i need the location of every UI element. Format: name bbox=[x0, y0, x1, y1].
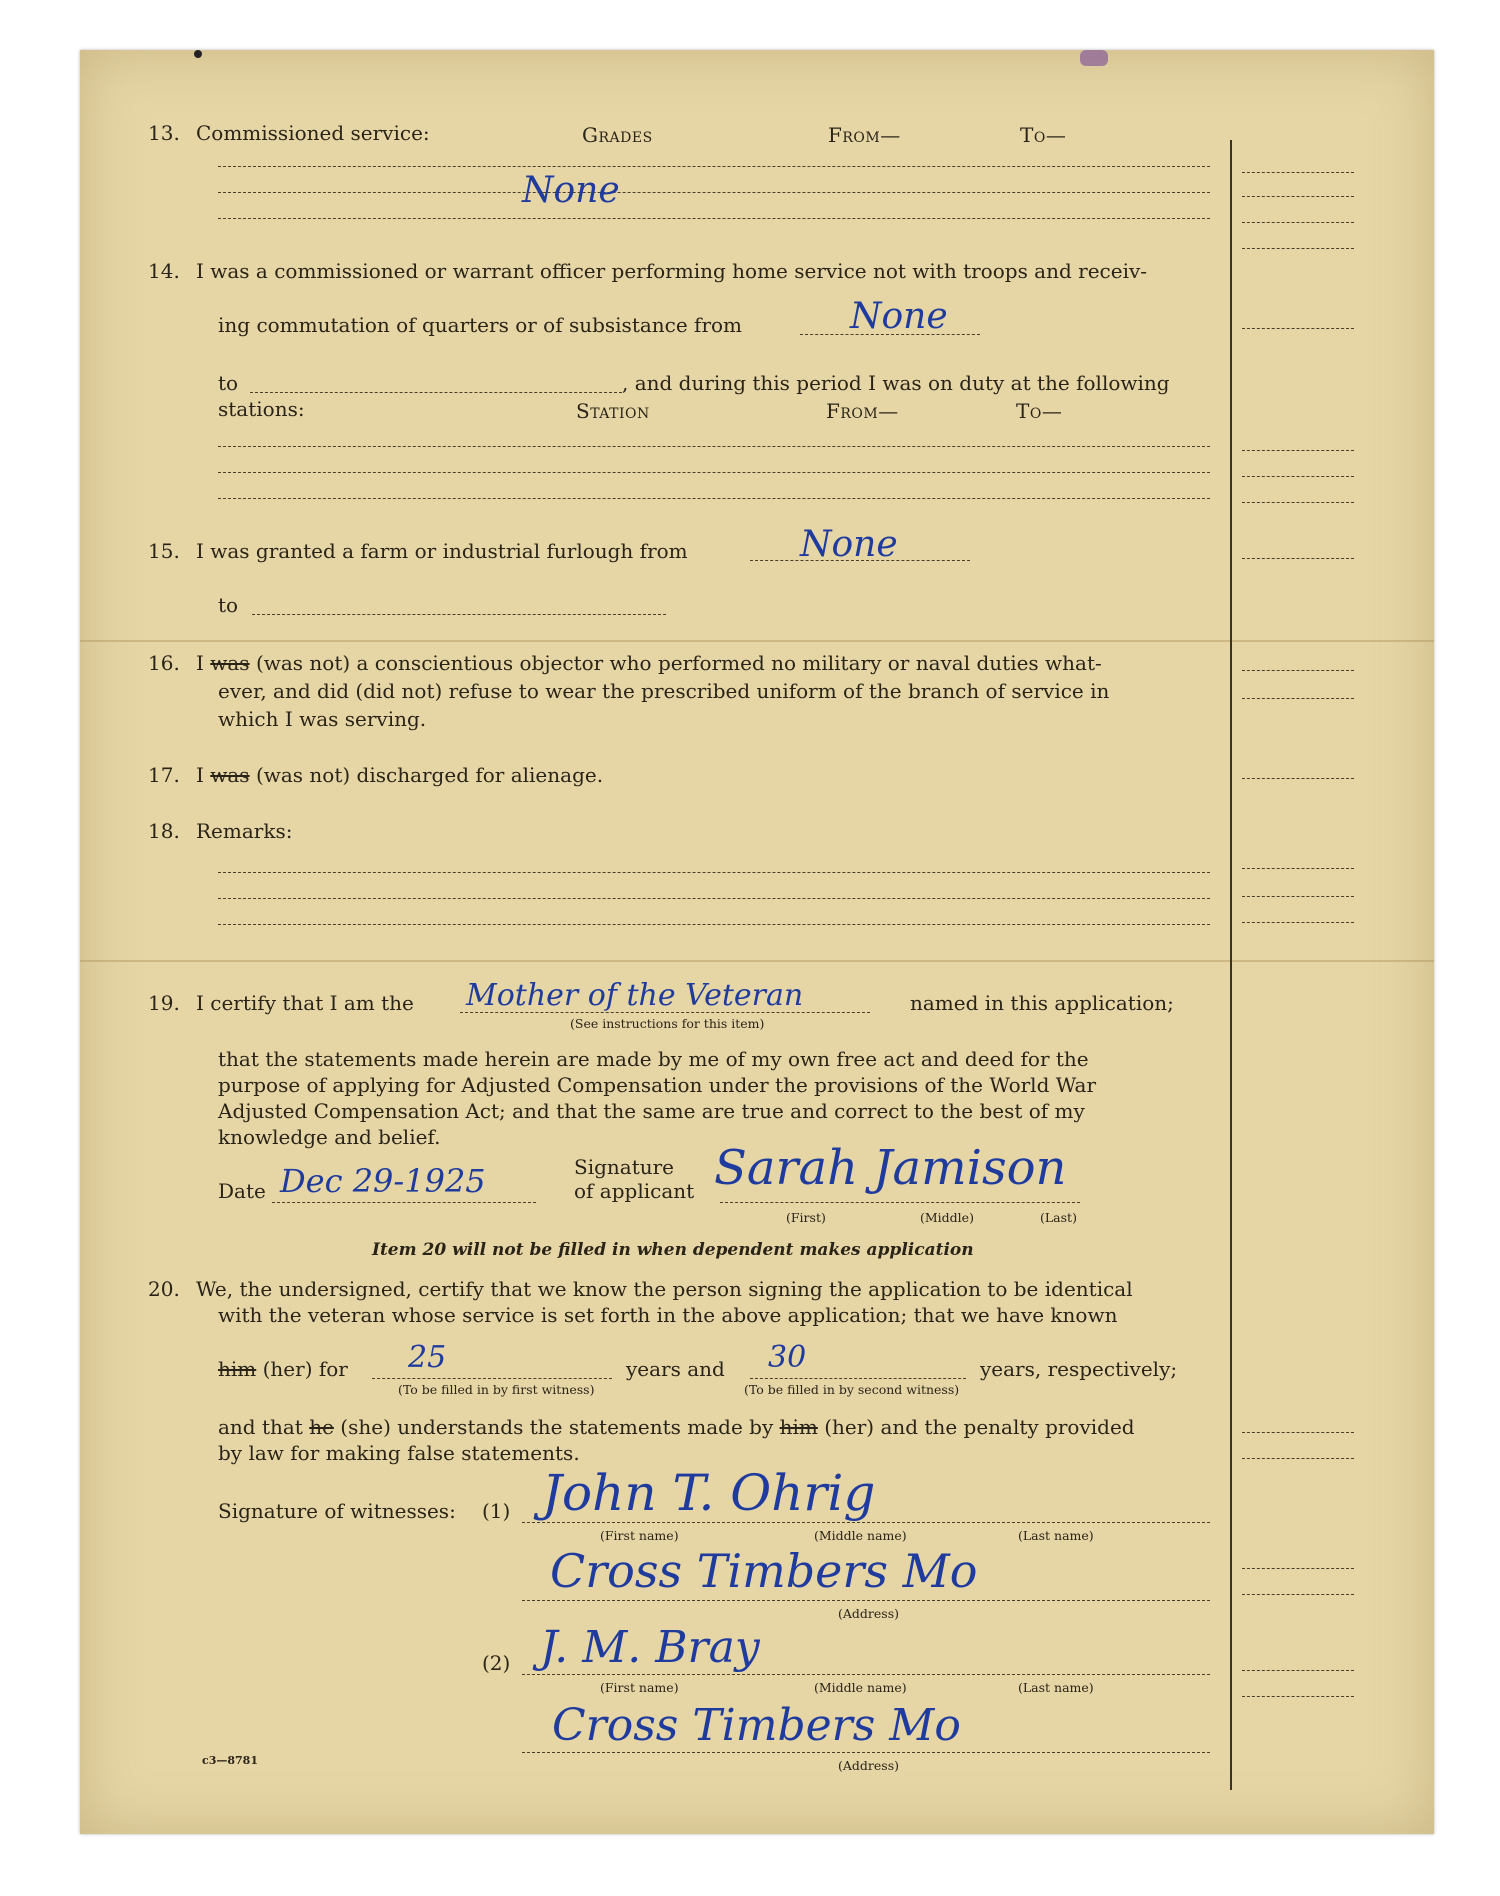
item19-p2: purpose of applying for Adjusted Compensation under the provisions of the World War bbox=[218, 1073, 1097, 1097]
item19-number: 19. bbox=[148, 991, 180, 1015]
item17-rest: (was not) discharged for alienage. bbox=[255, 763, 604, 787]
item14-col-station: Station bbox=[576, 399, 650, 423]
item14-handwritten-from: None bbox=[850, 296, 948, 337]
item20-w1-middle-name: (Middle name) bbox=[814, 1528, 907, 1543]
item14-line2: ing commutation of quarters or of subsistance from bbox=[218, 313, 743, 337]
margin-dash bbox=[1242, 1696, 1354, 1697]
item13-col-to: To— bbox=[1020, 123, 1067, 147]
item20-p1: We, the undersigned, certify that we know the person signing the application to be identical bbox=[196, 1277, 1133, 1301]
item13-number: 13. bbox=[148, 121, 180, 145]
item20-w1-addr-blank bbox=[522, 1600, 1210, 1601]
ink-stamp bbox=[1080, 50, 1108, 66]
item13-line bbox=[218, 166, 1210, 167]
margin-dash bbox=[1242, 922, 1354, 923]
margin-dash bbox=[1242, 1568, 1354, 1569]
item19-sig-label1: Signature bbox=[574, 1155, 675, 1179]
item20-w2-name: J. M. Bray bbox=[540, 1622, 760, 1673]
item19-p4: knowledge and belief. bbox=[218, 1125, 441, 1149]
item20-him2-struck: him bbox=[779, 1415, 818, 1439]
item19-p1: that the statements made herein are made by me of my own free act and deed for the bbox=[218, 1047, 1089, 1071]
item14-line bbox=[218, 498, 1210, 499]
item19-first: (First) bbox=[786, 1210, 826, 1225]
item14-to-label: to bbox=[218, 371, 239, 395]
item15-number: 15. bbox=[148, 539, 180, 563]
item20-years1-blank bbox=[372, 1378, 612, 1379]
item20-w1-num: (1) bbox=[482, 1499, 511, 1523]
margin-dash bbox=[1242, 778, 1354, 779]
item18-line bbox=[218, 872, 1210, 873]
item14-number: 14. bbox=[148, 259, 180, 283]
item16-i: I bbox=[196, 651, 204, 675]
item20-years1: 25 bbox=[408, 1340, 447, 1375]
margin-dash bbox=[1242, 670, 1354, 671]
item20-p4b: (she) understands the statements made by bbox=[340, 1415, 774, 1439]
item14-line1: I was a commissioned or warrant officer performing home service not with troops and receiv- bbox=[196, 259, 1148, 283]
item14-line bbox=[218, 446, 1210, 447]
item20-w2-name-blank bbox=[522, 1674, 1210, 1675]
item19-p3: Adjusted Compensation Act; and that the same are true and correct to the best of my bbox=[218, 1099, 1085, 1123]
item20-years-resp: years, respectively; bbox=[980, 1357, 1178, 1381]
item20-w1-address: (Address) bbox=[838, 1606, 899, 1621]
margin-dash bbox=[1242, 476, 1354, 477]
item20-w2-middle-name: (Middle name) bbox=[814, 1680, 907, 1695]
item20-number: 20. bbox=[148, 1277, 180, 1301]
item20-w2-num: (2) bbox=[482, 1651, 511, 1675]
item17-line bbox=[196, 762, 603, 789]
item20-w1-name: John T. Ohrig bbox=[542, 1464, 876, 1522]
item19-date-label: Date bbox=[218, 1179, 266, 1203]
item16-was-struck: was bbox=[210, 651, 250, 675]
item19-middle: (Middle) bbox=[920, 1210, 974, 1225]
item18-line bbox=[218, 924, 1210, 925]
item14-line3-rest: , and during this period I was on duty at the following bbox=[622, 371, 1170, 395]
item17-i: I bbox=[196, 763, 204, 787]
item14-col-to: To— bbox=[1016, 399, 1063, 423]
item20-line4 bbox=[218, 1414, 1135, 1441]
form-page bbox=[80, 50, 1434, 1834]
item14-line4: stations: bbox=[218, 397, 305, 421]
margin-dash bbox=[1242, 698, 1354, 699]
item18-line bbox=[218, 898, 1210, 899]
item20-w2-address: (Address) bbox=[838, 1758, 899, 1773]
item19-handwritten-relation: Mother of the Veteran bbox=[466, 978, 804, 1013]
margin-dash bbox=[1242, 248, 1354, 249]
item14-col-from: From— bbox=[826, 399, 899, 423]
item19-date-blank bbox=[272, 1202, 536, 1203]
item20-sig-label: Signature of witnesses: bbox=[218, 1499, 456, 1523]
margin-dash bbox=[1242, 196, 1354, 197]
item20-w1-last-name: (Last name) bbox=[1018, 1528, 1094, 1543]
item20-w2-last-name: (Last name) bbox=[1018, 1680, 1094, 1695]
margin-dash bbox=[1242, 502, 1354, 503]
item18-number: 18. bbox=[148, 819, 180, 843]
item19-text-b: named in this application; bbox=[910, 991, 1174, 1015]
item20-he-struck: he bbox=[309, 1415, 334, 1439]
item19-text-a: I certify that I am the bbox=[196, 991, 414, 1015]
item15-handwritten: None bbox=[800, 524, 898, 565]
item16-line3: which I was serving. bbox=[218, 707, 427, 731]
item20-him-struck: him bbox=[218, 1357, 257, 1381]
margin-dash bbox=[1242, 1594, 1354, 1595]
item20-hint1: (To be filled in by first witness) bbox=[398, 1382, 595, 1397]
item19-signature: Sarah Jamison bbox=[714, 1140, 1067, 1196]
punch-dot bbox=[194, 50, 202, 58]
item13-col-grades: Grades bbox=[582, 123, 653, 147]
item19-date-value: Dec 29-1925 bbox=[280, 1162, 486, 1200]
item13-label: Commissioned service: bbox=[196, 121, 430, 145]
item16-number: 16. bbox=[148, 651, 180, 675]
item20-p4a: and that bbox=[218, 1415, 303, 1439]
item17-number: 17. bbox=[148, 763, 180, 787]
margin-dash bbox=[1242, 222, 1354, 223]
item20-w1-name-blank bbox=[522, 1522, 1210, 1523]
item20-years2-blank bbox=[750, 1378, 966, 1379]
item20-hint2: (To be filled in by second witness) bbox=[744, 1382, 960, 1397]
margin-dash bbox=[1242, 558, 1354, 559]
item20-years-and: years and bbox=[626, 1357, 725, 1381]
item14-to-blank bbox=[250, 392, 622, 393]
item16-line2: ever, and did (did not) refuse to wear the prescribed uniform of the branch of service in bbox=[218, 679, 1110, 703]
item17-was-struck: was bbox=[210, 763, 250, 787]
item19-sig-label2: of applicant bbox=[574, 1179, 695, 1203]
item20-line3 bbox=[218, 1356, 348, 1383]
item20-w1-first-name: (First name) bbox=[600, 1528, 679, 1543]
item20-note: Item 20 will not be filled in when dependent makes application bbox=[372, 1240, 974, 1260]
margin-dash bbox=[1242, 896, 1354, 897]
item13-line bbox=[218, 218, 1210, 219]
margin-dash bbox=[1242, 328, 1354, 329]
item20-w1-addr: Cross Timbers Mo bbox=[550, 1544, 978, 1598]
item13-handwritten: None bbox=[522, 170, 620, 211]
item14-line bbox=[218, 472, 1210, 473]
margin-dash bbox=[1242, 868, 1354, 869]
item20-w2-addr-blank bbox=[522, 1752, 1210, 1753]
item16-line1-rest: (was not) a conscientious objector who performed no military or naval duties what- bbox=[255, 651, 1102, 675]
item19-hint: (See instructions for this item) bbox=[570, 1016, 765, 1031]
margin-dash bbox=[1242, 1670, 1354, 1671]
item20-p4c: (her) and the penalty provided bbox=[824, 1415, 1135, 1439]
item20-p5: by law for making false statements. bbox=[218, 1441, 580, 1465]
item18-label: Remarks: bbox=[196, 819, 293, 843]
item13-col-from: From— bbox=[828, 123, 901, 147]
item16-line1 bbox=[196, 650, 1102, 677]
item19-last: (Last) bbox=[1040, 1210, 1077, 1225]
item20-years2: 30 bbox=[768, 1340, 807, 1375]
margin-dash bbox=[1242, 450, 1354, 451]
item20-her-for: (her) for bbox=[262, 1357, 348, 1381]
item20-w2-first-name: (First name) bbox=[600, 1680, 679, 1695]
item13-line bbox=[218, 192, 1210, 193]
item15-to-blank bbox=[252, 614, 666, 615]
item19-sig-blank bbox=[720, 1202, 1080, 1203]
margin-rule bbox=[1230, 140, 1232, 1790]
item15-line1: I was granted a farm or industrial furlough from bbox=[196, 539, 688, 563]
item20-p2: with the veteran whose service is set forth in the above application; that we have known bbox=[218, 1303, 1118, 1327]
item20-w2-addr: Cross Timbers Mo bbox=[552, 1700, 961, 1751]
margin-dash bbox=[1242, 1458, 1354, 1459]
margin-dash bbox=[1242, 1432, 1354, 1433]
margin-dash bbox=[1242, 172, 1354, 173]
item15-to-label: to bbox=[218, 593, 239, 617]
form-code: c3—8781 bbox=[202, 1754, 258, 1767]
